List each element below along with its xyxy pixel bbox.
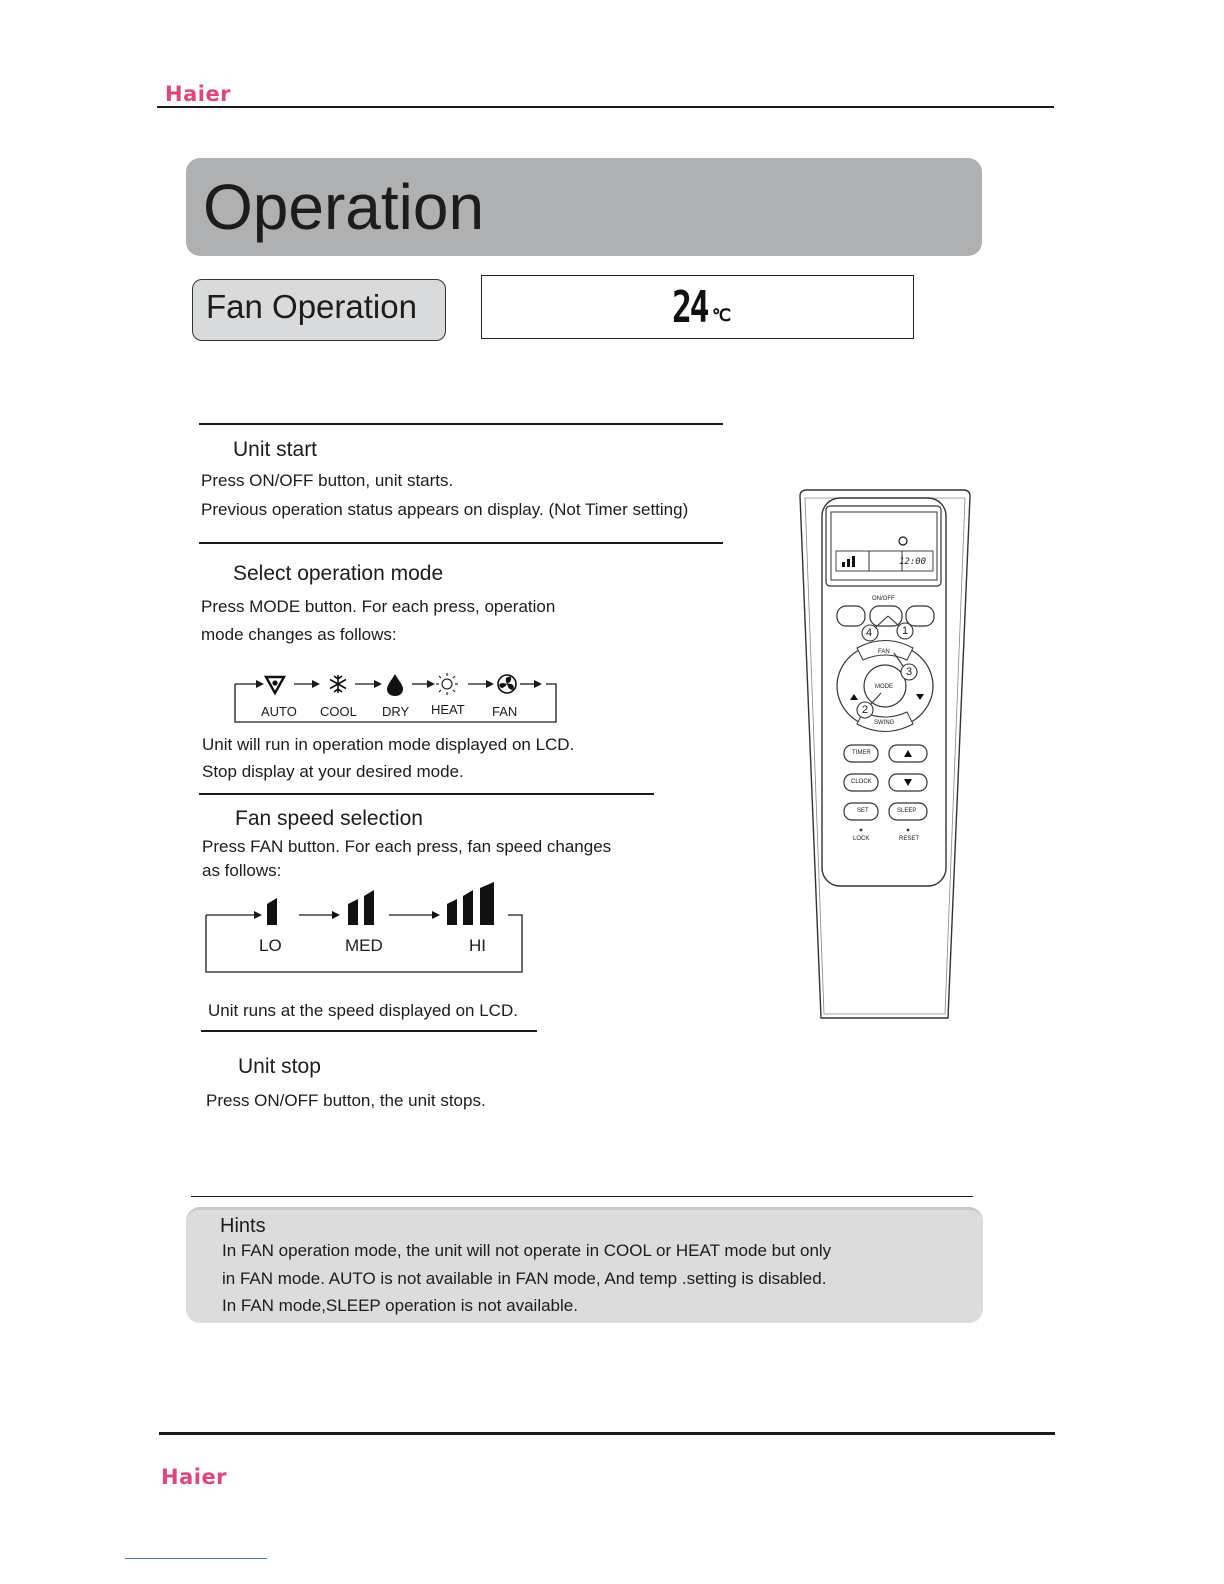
unit-stop-line-1: Press ON/OFF button, the unit stops. (206, 1091, 486, 1110)
remote-lcd-time: 12:00 (899, 557, 927, 567)
lcd-temperature: 24 (672, 282, 708, 333)
remote-timer-button: TIMER (852, 750, 871, 756)
fan-speed-label-lo: LO (259, 936, 282, 955)
fan-speed-line-1: Press FAN button. For each press, fan speed changes (202, 837, 612, 856)
remote-mode-button: MODE (875, 684, 893, 690)
footer-rule (159, 1432, 1055, 1435)
fan-speed-label-med: MED (345, 936, 383, 955)
remote-swing-button: SWING (874, 720, 895, 726)
page-subtitle: Fan Operation (206, 288, 417, 325)
remote-clock-button: CLOCK (851, 779, 872, 785)
lcd-temp-unit: ℃ (712, 306, 732, 325)
mode-label-auto: AUTO (261, 704, 297, 719)
mode-label-heat: HEAT (431, 702, 465, 717)
fan-speed-lo-icon (267, 898, 277, 925)
select-mode-after-1: Unit will run in operation mode displayed on LCD. (202, 735, 575, 754)
fan-speed-label-hi: HI (469, 936, 486, 955)
water-drop-icon (387, 674, 403, 696)
remote-marker-3: 3 (906, 666, 913, 678)
fan-speed-diagram (204, 880, 526, 976)
remote-control-illustration (795, 488, 975, 1024)
mode-label-cool: COOL (320, 704, 357, 719)
mode-label-fan: FAN (492, 704, 518, 719)
remote-marker-4: 4 (866, 627, 873, 639)
remote-marker-2: 2 (862, 704, 869, 716)
fan-icon (498, 675, 516, 693)
select-mode-after-2: Stop display at your desired mode. (202, 762, 464, 781)
remote-fan-button: FAN (878, 649, 890, 655)
auto-icon (266, 677, 284, 693)
section-rule (199, 542, 723, 544)
remote-lock-label: LOCK (853, 836, 870, 842)
haier-logo-footer: Haier (161, 1465, 228, 1489)
section-heading-fan-speed: Fan speed selection (235, 807, 423, 830)
select-mode-line-2: mode changes as follows: (201, 625, 397, 644)
hint-line-1: In FAN operation mode, the unit will not operate in COOL or HEAT mode but only (222, 1241, 832, 1260)
section-rule (201, 1030, 537, 1032)
hints-title: Hints (220, 1215, 266, 1237)
remote-onoff-label: ON/OFF (872, 596, 895, 602)
mode-label-dry: DRY (382, 704, 410, 719)
section-heading-unit-start: Unit start (233, 438, 318, 461)
remote-marker-1: 1 (902, 625, 909, 637)
haier-logo: Haier (165, 82, 232, 106)
unit-start-line-1: Press ON/OFF button, unit starts. (201, 471, 454, 490)
remote-set-button: SET (857, 808, 869, 814)
fan-speed-med-icon (348, 890, 374, 925)
unit-start-line-2: Previous operation status appears on display. (Not Timer setting) (201, 500, 689, 519)
fan-speed-after: Unit runs at the speed displayed on LCD. (208, 1001, 518, 1020)
sun-icon (436, 673, 458, 695)
remote-sleep-button: SLEEP (897, 808, 917, 814)
select-mode-line-1: Press MODE button. For each press, operation (201, 597, 556, 616)
hint-line-2: in FAN mode. AUTO is not available in FAN mode, And temp .setting is disabled. (222, 1269, 827, 1288)
snowflake-icon (330, 675, 346, 693)
header-rule (157, 106, 1054, 108)
remote-body (795, 488, 975, 1024)
fan-speed-hi-icon (447, 882, 494, 925)
section-rule (199, 793, 654, 795)
fan-speed-line-2: as follows: (202, 861, 282, 880)
hint-line-3: In FAN mode,SLEEP operation is not available. (222, 1296, 578, 1315)
hints-rule (191, 1196, 973, 1197)
page-title: Operation (203, 171, 485, 243)
footer-link-underline (125, 1558, 267, 1559)
section-heading-select-mode: Select operation mode (233, 562, 444, 585)
section-rule (199, 423, 723, 425)
remote-reset-label: RESET (899, 836, 920, 842)
section-heading-unit-stop: Unit stop (238, 1055, 321, 1078)
